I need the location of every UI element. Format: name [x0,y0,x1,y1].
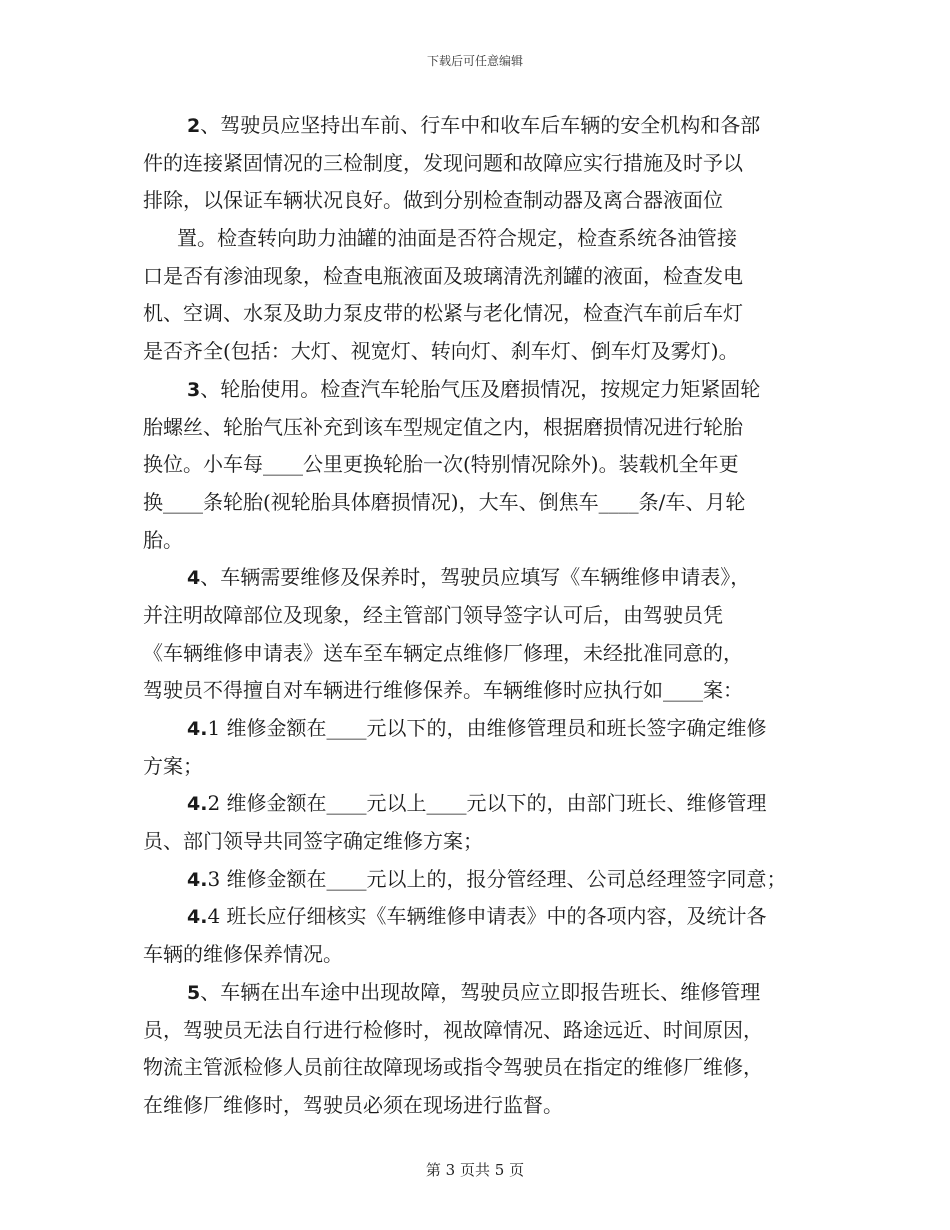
section-number: 5 [187,981,201,1004]
text-line [143,1049,813,1087]
text-line [143,333,813,371]
text-line [143,484,813,522]
text-line [143,145,813,183]
text-line [143,672,813,710]
text-line [143,861,813,899]
text-line [143,1012,813,1050]
section-number: 4. [187,718,208,740]
line-text: 件的连接紧固情况的三检制度，发现问题和故障应实行措施及时予以 [143,150,743,175]
line-text: 2 维修金额在____元以上____元以下的，由部门班长、维修管理 [207,791,767,816]
line-text: 驾驶员不得擅自对车辆进行维修保养。车辆维修时应执行如____案： [143,678,743,703]
line-text: 是否齐全(包括：大灯、视宽灯、转向灯、刹车灯、倒车灯及雾灯)。 [143,339,739,364]
line-text: 3 维修金额在____元以上的，报分管经理、公司总经理签字同意； [207,866,787,891]
line-text: 1 维修金额在____元以下的，由维修管理员和班长签字确定维修 [207,716,767,740]
line-text: 方案； [143,753,203,778]
text-line [143,295,813,333]
line-text: 员、部门领导共同签字确定维修方案； [143,829,483,854]
section-number: 4. [187,793,208,816]
section-number: 4. [187,868,208,891]
line-text: 置。检查转向助力油罐的油面是否符合规定，检查系统各油管接 [177,226,737,251]
text-line [143,220,813,258]
document-body [143,107,813,1125]
line-text: 《车辆维修申请表》送车至车辆定点维修厂修理，未经批准同意的， [143,640,743,665]
section-number: 4. [187,906,208,929]
text-line [143,898,813,936]
line-text: 换____条轮胎(视轮胎具体磨损情况)，大车、倒焦车____条/车、月轮 [143,489,746,514]
line-text: 胎螺丝、轮胎气压补充到该车型规定值之内，根据磨损情况进行轮胎 [143,414,743,439]
text-line [143,371,813,409]
section-number: 2 [187,115,201,137]
text-line [143,107,813,145]
line-text: 在维修厂维修时，驾驶员必须在现场进行监督。 [143,1092,563,1117]
text-line [143,936,813,974]
line-text: 物流主管派检修人员前往故障现场或指令驾驶员在指定的维修厂维修， [143,1055,763,1080]
text-line [143,785,813,823]
line-text: 、车辆在出车途中出现故障，驾驶员应立即报告班长、维修管理 [200,979,761,1004]
line-text: 4 班长应仔细核实《车辆维修申请表》中的各项内容，及统计各 [207,904,767,929]
line-text: 、驾驶员应坚持出车前、行车中和收车后车辆的安全机构和各部 [200,113,761,137]
line-text: 并注明故障部位及现象，经主管部门领导签字认可后，由驾驶员凭 [143,602,723,627]
section-number: 4 [187,567,201,590]
text-line [143,597,813,635]
line-text: 、车辆需要维修及保养时，驾驶员应填写《车辆维修申请表》， [200,565,751,590]
line-text: 、轮胎使用。检查汽车轮胎气压及磨损情况，按规定力矩紧固轮 [200,376,761,401]
page-header: 下载后可任意编辑 [426,54,523,68]
line-text: 员，驾驶员无法自行进行检修时，视故障情况、路途远近、时间原因， [143,1017,763,1042]
line-text: 换位。小车每____公里更换轮胎一次(特别情况除外)。装载机全年更 [143,452,739,477]
text-line [143,182,813,220]
text-line [143,748,813,786]
line-text: 胎。 [143,527,183,552]
page-footer: 第 3 页共 5 页 [425,1161,525,1179]
text-line [143,559,813,597]
line-text: 排除，以保证车辆状况良好。做到分别检查制动器及离合器液面位 [143,188,723,213]
text-line [143,446,813,484]
text-line [143,1087,813,1125]
line-text: 口是否有渗油现象，检查电瓶液面及玻璃清洗剂罐的液面，检查发电 [143,263,743,288]
text-line [143,522,813,560]
line-text: 车辆的维修保养情况。 [143,942,343,967]
section-number: 3 [187,378,201,401]
line-text: 机、空调、水泵及助力泵皮带的松紧与老化情况，检查汽车前后车灯 [143,301,743,326]
text-line [143,974,813,1012]
text-line [143,409,813,447]
text-line [143,258,813,296]
text-line [143,635,813,673]
text-line [143,710,813,748]
text-line [143,823,813,861]
